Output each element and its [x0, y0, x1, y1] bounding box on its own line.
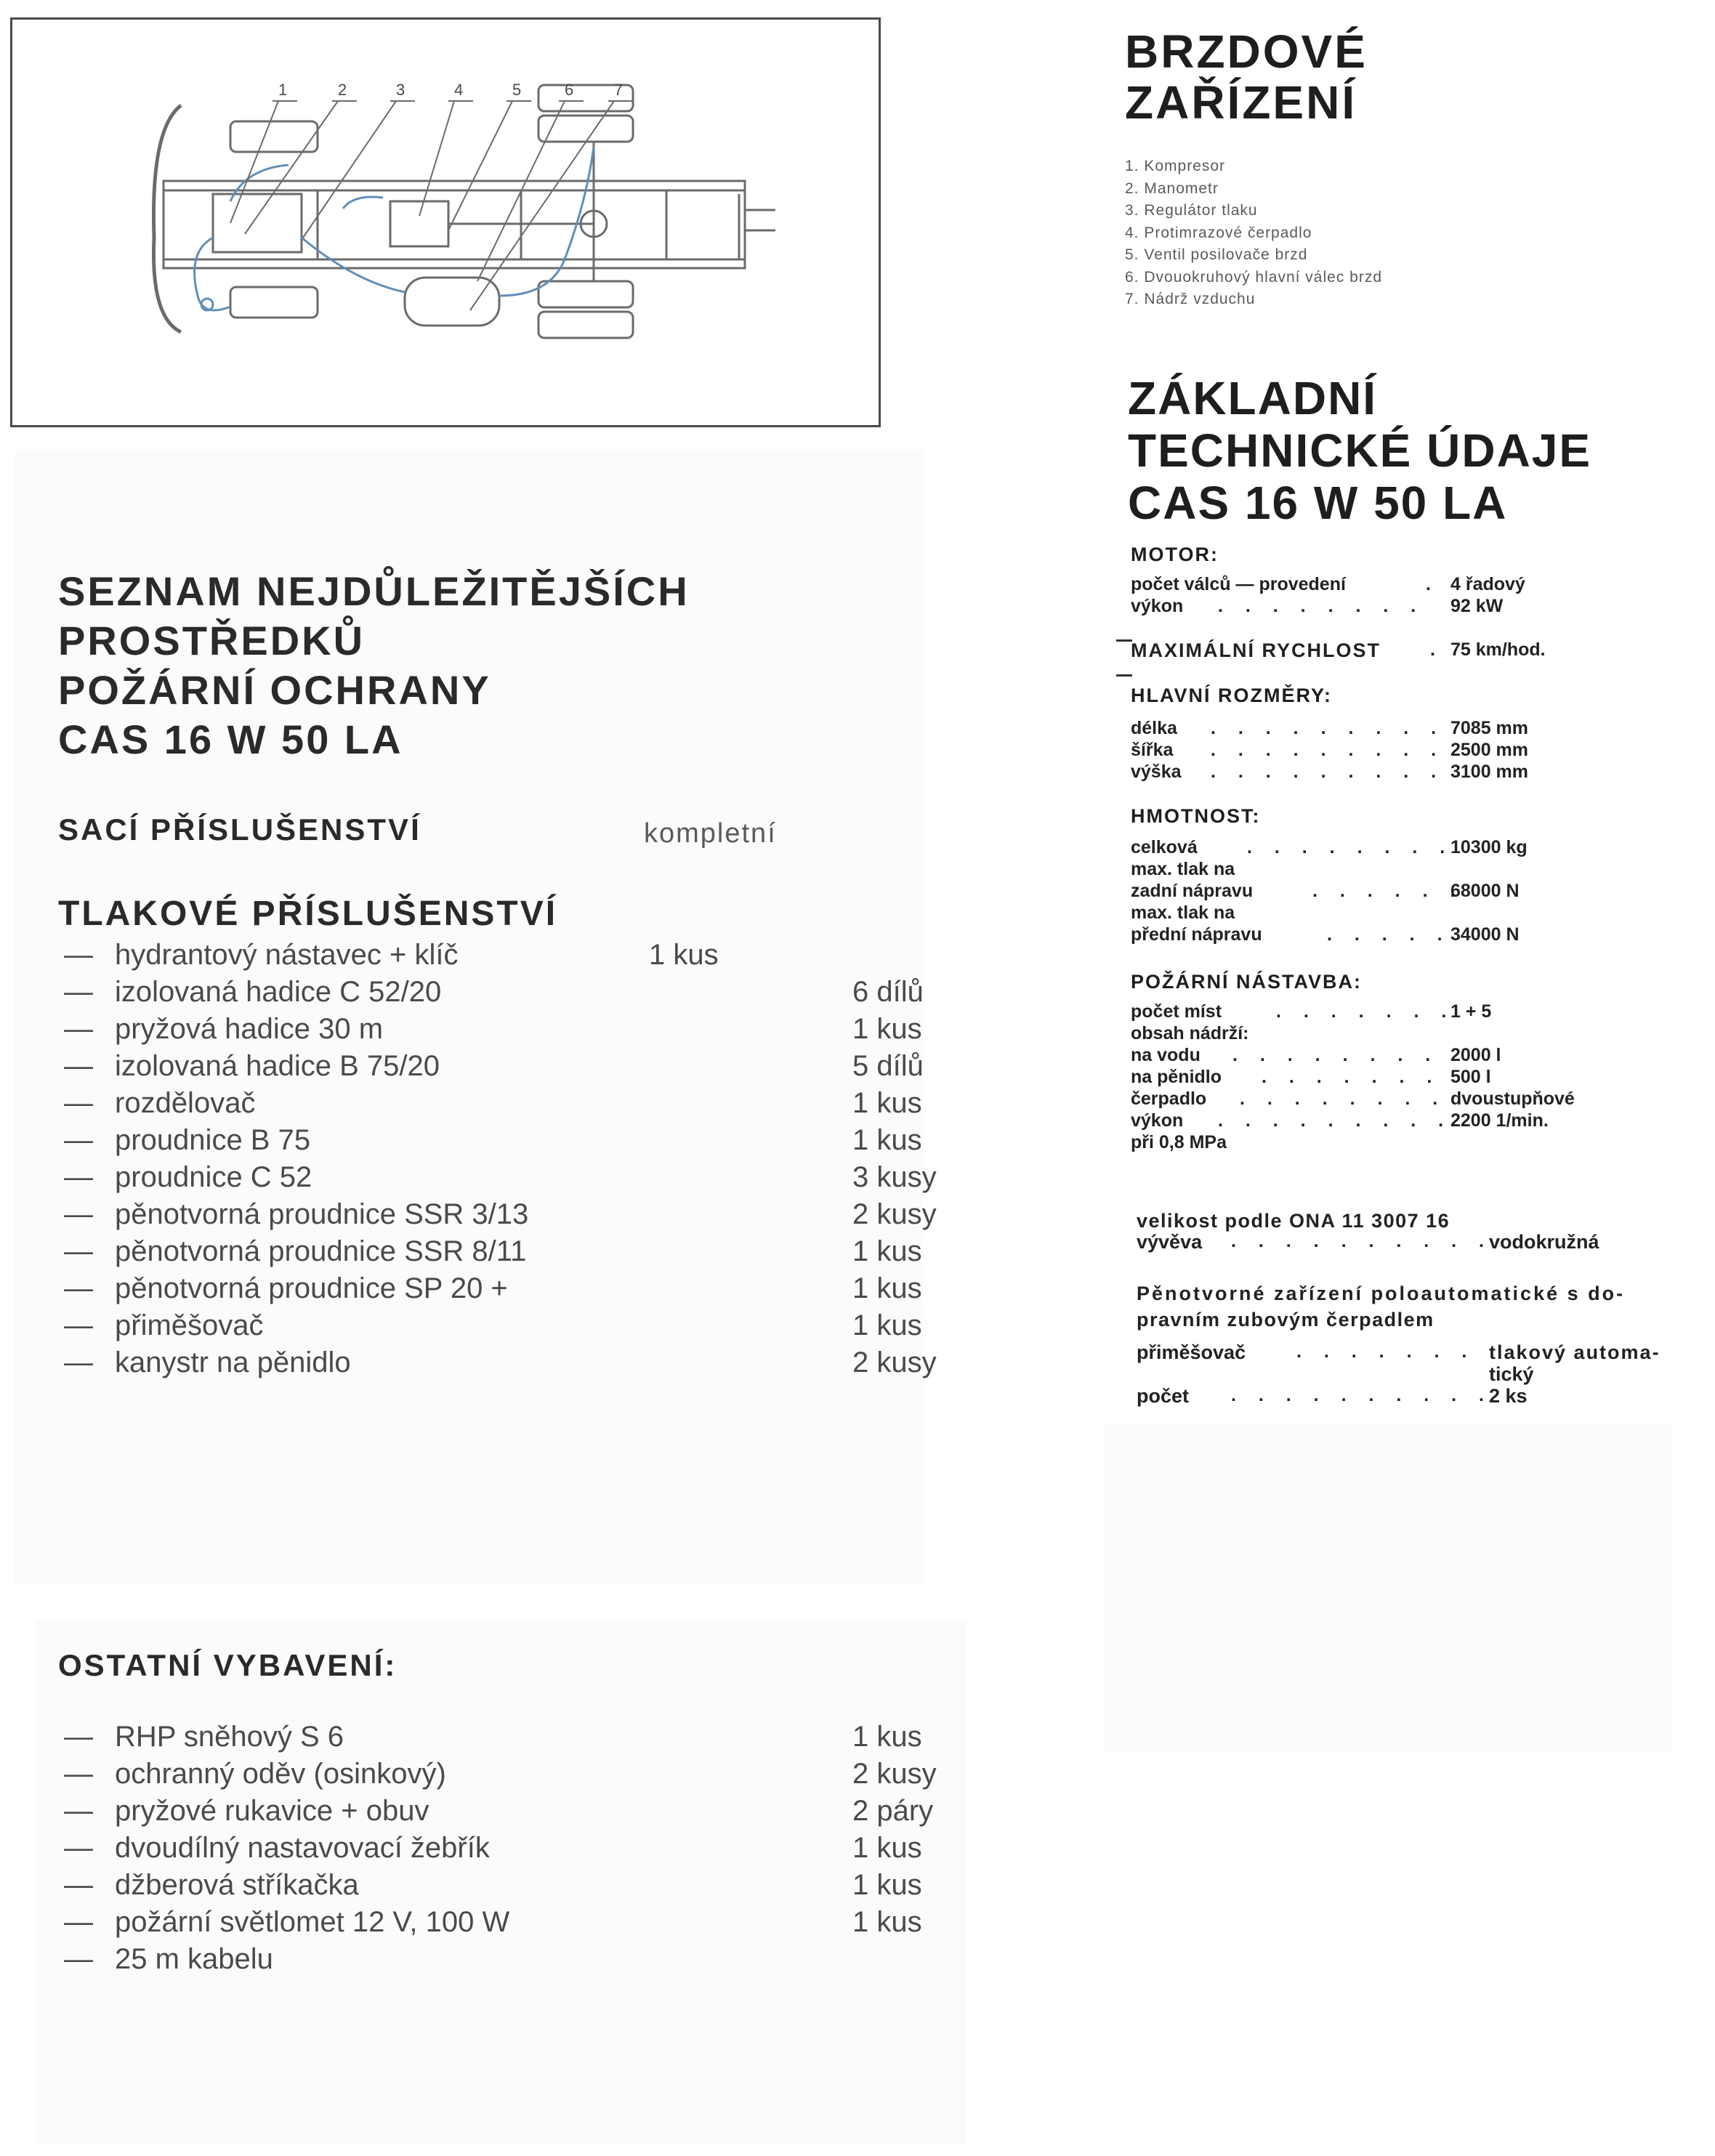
spec-key: přední nápravu: [1131, 924, 1262, 945]
legend-item: 7. Nádrž vzduchu: [1125, 291, 1256, 307]
brake-line-mid: [343, 197, 383, 209]
spec-value: 2500 mm: [1450, 740, 1529, 760]
engine: [213, 194, 302, 252]
item-qty: 1 kus: [852, 1832, 922, 1864]
fire-body-rows: [1131, 1001, 1639, 1154]
spec-key: na pěnidlo: [1131, 1067, 1222, 1087]
brakes-title-line2: ZAŘÍZENÍ: [1125, 76, 1357, 129]
callout-number: 1: [278, 81, 288, 99]
list-item: [64, 939, 965, 976]
spec-row: [1137, 1341, 1696, 1363]
item-name: pěnotvorná proudnice SSR 3/13: [115, 1198, 529, 1230]
list-item: [64, 1124, 965, 1161]
spec-value: tický: [1489, 1363, 1534, 1385]
dash: —: [64, 1795, 93, 1827]
dot-leader: . . . . . . . . .: [1211, 762, 1445, 782]
list-item: [64, 1906, 965, 1943]
dash: —: [64, 1347, 93, 1378]
dash: —: [64, 1087, 93, 1119]
spec-row: [1131, 881, 1639, 903]
spec-value: 10300 kg: [1450, 837, 1528, 857]
callout-number: 2: [338, 81, 347, 99]
dot-leader: . . . . . . . .: [1240, 1089, 1447, 1109]
scan-shade-right: [1105, 1424, 1671, 1751]
list-item: [64, 1347, 965, 1384]
item-name: izolovaná hadice C 52/20: [115, 976, 442, 1008]
dot-leader: .: [1430, 639, 1444, 660]
dash: —: [64, 939, 93, 971]
dot-leader: . . . . . . . .: [1247, 837, 1454, 857]
item-name: pěnotvorná proudnice SSR 8/11: [115, 1235, 527, 1267]
list-item: [64, 1087, 965, 1124]
foam-text-line: pravním zubovým čerpadlem: [1137, 1309, 1434, 1331]
item-qty: 2 kusy: [852, 1347, 937, 1378]
item-name: RHP sněhový S 6: [115, 1721, 344, 1753]
spec-key: délka: [1131, 718, 1177, 738]
spec-value: 75 km/hod.: [1450, 639, 1546, 660]
list-item: [64, 1721, 965, 1758]
spec-key: na vodu: [1131, 1045, 1200, 1065]
dot-leader: . . . . . . .: [1276, 1001, 1456, 1022]
spec-value: 92 kW: [1450, 596, 1504, 616]
list-item: [64, 1235, 965, 1272]
list-item: [64, 1943, 965, 1980]
item-qty: 3 kusy: [852, 1161, 937, 1193]
spec-row: [1131, 903, 1639, 924]
pressure-accessories-label: TLAKOVÉ PŘÍSLUŠENSTVÍ: [58, 895, 558, 933]
legend-item: 2. Manometr: [1125, 179, 1219, 197]
spec-value: 4 řadový: [1450, 574, 1525, 594]
item-qty: 1 kus: [852, 1272, 922, 1304]
dot-leader: . . . . . . . . .: [1211, 740, 1445, 760]
spec-key: počet: [1137, 1385, 1190, 1407]
list-item: [64, 1832, 965, 1869]
spec-key: obsah nádrží:: [1131, 1023, 1249, 1043]
spec-key: zadní nápravu: [1131, 881, 1254, 901]
callout-number: 5: [512, 81, 522, 99]
item-qty: 5 dílů: [852, 1050, 924, 1082]
weight-rows: [1131, 837, 1639, 946]
fire-body-label: POŽÁRNÍ NÁSTAVBA:: [1131, 971, 1362, 993]
dot-leader: . . . . . . .: [1262, 1067, 1441, 1087]
pressure-items-list: [64, 939, 965, 1384]
max-speed-row: [1131, 639, 1639, 661]
spec-value: 2000 l: [1450, 1045, 1501, 1065]
spec-row: [1131, 924, 1639, 946]
item-name: požární světlomet 12 V, 100 W: [115, 1906, 510, 1938]
list-item: [64, 1198, 965, 1235]
list-item: [64, 1272, 965, 1309]
rear-wheel-right-outer: [538, 312, 633, 338]
spec-key: čerpadlo: [1131, 1089, 1207, 1109]
item-qty: 1 kus: [852, 1906, 922, 1938]
dot-leader: . . . . . . .: [1296, 1341, 1476, 1362]
dash: —: [64, 1309, 93, 1341]
dash: —: [64, 1721, 93, 1753]
spec-key: počet válců — provedení: [1131, 574, 1346, 594]
brake-parts-legend: [1125, 156, 1382, 311]
mixer-rows: [1137, 1341, 1696, 1407]
spec-row: [1131, 574, 1639, 596]
front-wheel-right: [230, 287, 318, 318]
dot-leader: . . . . . . . . . .: [1231, 1231, 1493, 1251]
spec-key: vývěva: [1137, 1231, 1203, 1253]
spec-key: přiměšovač: [1137, 1341, 1246, 1363]
item-qty: 1 kus: [852, 1235, 922, 1267]
spec-key: výška: [1131, 762, 1182, 782]
spec-value: 34000 N: [1450, 924, 1520, 945]
divider: [1116, 639, 1132, 642]
brakes-title-line1: BRZDOVÉ: [1125, 25, 1368, 78]
spec-row: [1131, 1089, 1639, 1110]
spec-row: [1131, 762, 1639, 783]
spec-row: [1131, 1132, 1639, 1154]
list-item: [64, 1758, 965, 1795]
spec-row: [1131, 1067, 1639, 1089]
dash: —: [64, 1124, 93, 1156]
foam-text-line: Pěnotvorné zařízení poloautomatické s do-: [1137, 1283, 1626, 1304]
equipment-title-line: SEZNAM NEJDŮLEŽITĚJŠÍCH: [58, 568, 690, 614]
dash: —: [64, 1235, 93, 1267]
spec-row: [1131, 837, 1639, 859]
chassis-drawing: [12, 20, 879, 425]
list-item: [64, 1050, 965, 1087]
item-name: přiměšovač: [115, 1309, 264, 1341]
spec-row: [1131, 596, 1639, 618]
brake-line-rear: [499, 147, 594, 296]
list-item: [64, 1161, 965, 1198]
spec-row: [1131, 1110, 1639, 1132]
spec-key: počet míst: [1131, 1001, 1222, 1022]
dimensions-label: HLAVNÍ ROZMĚRY:: [1131, 685, 1332, 706]
list-item: [64, 1795, 965, 1832]
spec-row: [1137, 1231, 1689, 1253]
item-qty: 1 kus: [649, 939, 719, 971]
item-name: ochranný oděv (osinkový): [115, 1758, 446, 1790]
dot-leader: . . . . . . . . . .: [1231, 1385, 1493, 1405]
spec-value: 68000 N: [1450, 881, 1520, 901]
equipment-title: [58, 567, 690, 764]
specs-title-line: ZÁKLADNÍ: [1128, 372, 1378, 424]
legend-item: 1. Kompresor: [1125, 158, 1226, 174]
item-qty: 2 kusy: [852, 1758, 937, 1790]
item-qty: 1 kus: [852, 1013, 922, 1045]
dimensions-rows: [1131, 718, 1639, 783]
dash: —: [64, 976, 93, 1008]
spec-key: výkon: [1131, 1110, 1184, 1131]
spec-key: výkon: [1131, 596, 1184, 616]
item-qty: 1 kus: [852, 1087, 922, 1119]
item-qty: 1 kus: [852, 1124, 922, 1156]
suction-accessories-value: kompletní: [644, 818, 777, 849]
spec-value: dvoustupňové: [1450, 1089, 1575, 1109]
brakes-title: [1125, 26, 1368, 128]
divider: [1116, 674, 1132, 677]
list-item: [64, 1309, 965, 1347]
dash: —: [64, 1906, 93, 1938]
spec-key: max. tlak na: [1131, 859, 1235, 879]
equipment-title-line: CAS 16 W 50 LA: [58, 716, 403, 762]
item-qty: 1 kus: [852, 1721, 922, 1753]
suction-accessories-label: SACÍ PŘÍSLUŠENSTVÍ: [58, 812, 421, 847]
foam-equipment-text: [1137, 1280, 1703, 1333]
spec-key: šířka: [1131, 740, 1174, 760]
dot-leader: . . . . . . . . .: [1211, 718, 1445, 738]
dash: —: [64, 1869, 93, 1901]
spec-row: [1131, 1023, 1639, 1045]
item-name: dvoudílný nastavovací žebřík: [115, 1832, 490, 1864]
legend-item: 6. Dvouokruhový hlavní válec brzd: [1125, 268, 1382, 286]
specs-title: [1128, 372, 1591, 529]
front-wheel-left: [230, 121, 318, 152]
motor-label: MOTOR:: [1131, 544, 1219, 565]
item-name: džberová stříkačka: [115, 1869, 359, 1901]
dot-leader: .: [1426, 574, 1440, 594]
list-item: [64, 1013, 965, 1050]
spec-value: 1 + 5: [1450, 1001, 1492, 1022]
item-name: 25 m kabelu: [115, 1943, 273, 1975]
spec-row: [1131, 1045, 1639, 1067]
equipment-title-line: PROSTŘEDKŮ: [58, 618, 366, 663]
dot-leader: . . . . . .: [1312, 881, 1464, 901]
item-name: rozdělovač: [115, 1087, 256, 1119]
item-name: proudnice C 52: [115, 1161, 312, 1193]
specs-title-line: CAS 16 W 50 LA: [1128, 477, 1508, 529]
item-name: proudnice B 75: [115, 1124, 311, 1156]
spec-row: [1131, 859, 1639, 881]
callout-number: 3: [396, 81, 405, 99]
item-qty: 2 kusy: [852, 1198, 937, 1230]
spec-value: 3100 mm: [1450, 762, 1529, 782]
dash: —: [64, 1161, 93, 1193]
item-name: pryžová hadice 30 m: [115, 1013, 384, 1045]
spec-value: vodokružná: [1489, 1231, 1599, 1253]
spec-row: [1137, 1363, 1696, 1385]
item-name: pryžové rukavice + obuv: [115, 1795, 429, 1827]
item-name: kanystr na pěnidlo: [115, 1347, 351, 1378]
front-bumper: [153, 105, 181, 332]
dot-leader: . . . . . . . . .: [1218, 1110, 1453, 1131]
specs-title-line: TECHNICKÉ ÚDAJE: [1128, 424, 1592, 477]
dash: —: [64, 1832, 93, 1864]
item-qty: 1 kus: [852, 1309, 922, 1341]
spec-value: tlakový automa-: [1489, 1341, 1660, 1363]
other-equipment-label: OSTATNÍ VYBAVENÍ:: [58, 1648, 398, 1682]
other-items-list: [64, 1721, 965, 1980]
legend-item: 3. Regulátor tlaku: [1125, 202, 1258, 219]
spec-row: [1131, 718, 1639, 740]
legend-item: 5. Ventil posilovače brzd: [1125, 246, 1308, 263]
dot-leader: . . . . . . . .: [1218, 596, 1425, 616]
spec-value: 7085 mm: [1450, 718, 1529, 738]
dash: —: [64, 1198, 93, 1230]
spec-key: max. tlak na: [1131, 903, 1235, 923]
equipment-title-line: POŽÁRNÍ OCHRANY: [58, 667, 491, 713]
rear-wheel-left-inner: [538, 116, 633, 142]
legend-item: 4. Protimrazové čerpadlo: [1125, 224, 1312, 241]
dash: —: [64, 1943, 93, 1975]
spec-key: MAXIMÁLNÍ RYCHLOST: [1131, 639, 1381, 661]
callout-number: 6: [565, 81, 574, 99]
item-name: izolovaná hadice B 75/20: [115, 1050, 440, 1082]
spec-key: při 0,8 MPa: [1131, 1132, 1227, 1152]
dash: —: [64, 1013, 93, 1045]
spec-key: celková: [1131, 837, 1198, 857]
air-tank: [405, 278, 499, 326]
dot-leader: . . . . . . . .: [1232, 1045, 1440, 1065]
dot-leader: . . . . .: [1327, 924, 1451, 945]
callout-number: 7: [614, 81, 624, 99]
dash: —: [64, 1758, 93, 1790]
list-item: [64, 976, 965, 1013]
gearbox: [390, 201, 448, 246]
spec-row: [1131, 740, 1639, 762]
spec-row: [1131, 639, 1639, 661]
vacuum-row: [1137, 1231, 1689, 1253]
list-item: [64, 1869, 965, 1906]
brake-system-diagram: [10, 17, 881, 427]
dash: —: [64, 1272, 93, 1304]
spec-row: [1137, 1385, 1696, 1407]
spec-value: 500 l: [1450, 1067, 1491, 1087]
motor-rows: [1131, 574, 1639, 618]
weight-label: HMOTNOST:: [1131, 805, 1261, 827]
spec-row: [1131, 1001, 1639, 1023]
size-standard-line: velikost podle ONA 11 3007 16: [1137, 1210, 1450, 1232]
item-qty: 1 kus: [852, 1869, 922, 1901]
item-qty: 6 dílů: [852, 976, 924, 1008]
item-qty: 2 páry: [852, 1795, 934, 1827]
dash: —: [64, 1050, 93, 1082]
item-name: pěnotvorná proudnice SP 20 +: [115, 1272, 508, 1304]
spec-value: 2200 1/min.: [1450, 1110, 1549, 1131]
rear-wheel-right-inner: [538, 281, 633, 307]
callout-number: 4: [454, 81, 464, 99]
spec-value: 2 ks: [1489, 1385, 1528, 1407]
item-name: hydrantový nástavec + klíč: [115, 939, 459, 971]
